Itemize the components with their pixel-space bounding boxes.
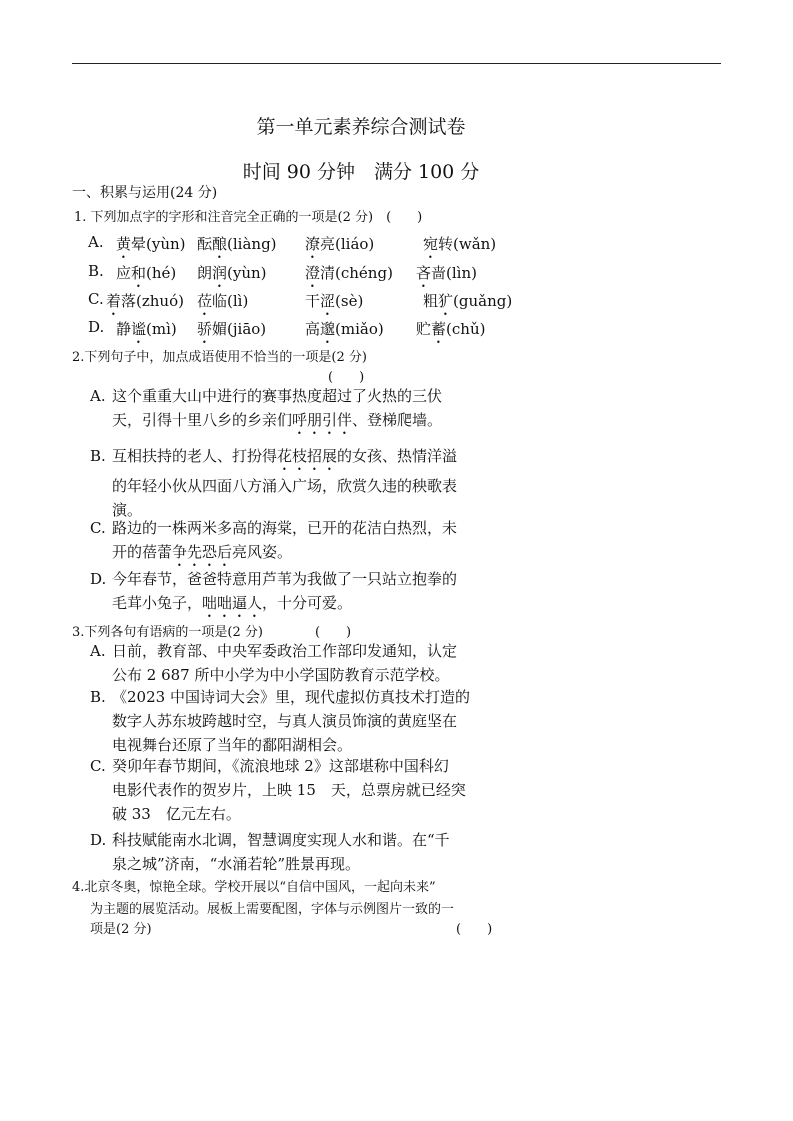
q2-answer-paren: ( )	[328, 370, 365, 385]
q4-stem-line-3: 项是(2 分)	[90, 922, 152, 937]
option-line: 这个重重大山中进行的赛事热度超过了火热的三伏	[112, 387, 443, 405]
option-line: 电视舞台还原了当年的鄱阳湖相会。	[112, 736, 353, 754]
word-item: 莅临(lì)	[197, 292, 249, 310]
q4-stem-line-2: 为主题的展览活动。展板上需要配图，字体与示例图片一致的一	[90, 902, 455, 917]
q2-option-c: C. 路边的一株两米多高的海棠，已开的花洁白热烈，未 开的蓓蕾争先恐后亮风姿。	[112, 516, 507, 570]
q2-option-b: B. 互相扶持的老人、打扮得花枝招展的女孩、热情洋溢 的年轻小伙从四面八方涌入广场，欣赏久违的秧歌表 演。	[112, 444, 507, 522]
option-label: B.	[90, 688, 106, 706]
option-label: D.	[90, 570, 107, 588]
option-label: C.	[90, 519, 106, 537]
option-line: 《2023 中国诗词大会》里，现代虚拟仿真技术打造的	[112, 688, 470, 706]
option-line: 癸卯年春节期间，《流浪地球 2》这部堪称中国科幻	[112, 757, 449, 775]
word-item: 高邈(miǎo)	[305, 320, 384, 338]
q3-option-a	[90, 639, 507, 687]
page-title: 第一单元素养综合测试卷	[256, 116, 466, 138]
option-label: C.	[88, 290, 104, 308]
word-item: 潦亮(liáo)	[305, 235, 375, 253]
word-item: 贮蓄(chǔ)	[416, 320, 486, 338]
q2-option-a: A. 这个重重大山中进行的赛事热度超过了火热的三伏 天，引得十里八乡的乡亲们呼朋引伴、登梯爬墙。	[112, 384, 507, 438]
word-item: 黄晕(yùn)	[116, 235, 186, 253]
section-heading: 一、积累与运用(24 分)	[72, 185, 218, 201]
option-line: 日前，教育部、中央军委政治工作部印发通知，认定	[112, 642, 458, 660]
q1-option-a	[0, 233, 793, 255]
option-label: B.	[90, 447, 106, 465]
q1-option-d	[0, 318, 793, 340]
option-label: D.	[88, 318, 105, 336]
option-label: B.	[88, 262, 104, 280]
option-label: A.	[90, 642, 106, 660]
option-label: A.	[90, 387, 106, 405]
option-line: 电影代表作的贺岁片，上映 15 天，总票房就已经突	[112, 781, 466, 799]
word-item: 朗润(yùn)	[197, 264, 267, 282]
option-line: 数字人苏东坡跨越时空，与真人演员饰演的黄庭坚在	[112, 712, 458, 730]
q2-option-d: D. 今年春节，爸爸特意用芦苇为我做了一只站立抱拳的 毛茸小兔子，咄咄逼人，十分可爱。	[112, 567, 507, 621]
q3-option-c	[90, 754, 507, 826]
option-line: 公布 2 687 所中小学为中小学国防教育示范学校。	[112, 666, 450, 684]
word-item: 酝酿(liàng)	[197, 235, 277, 253]
word-item: 骄媚(jiāo)	[197, 320, 267, 338]
option-label: D.	[90, 831, 107, 849]
q2-stem: 2.下列句子中，加点成语使用不恰当的一项是(2 分)	[72, 350, 367, 365]
word-item: 澄清(chéng)	[305, 264, 393, 282]
q3-stem: 3.下列各句有语病的一项是(2 分) ( )	[72, 625, 352, 640]
word-item: 吝啬(lìn)	[416, 264, 477, 282]
word-item: 粗犷(guǎng)	[423, 292, 513, 310]
word-item: 着落(zhuó)	[106, 292, 184, 310]
option-label: A.	[88, 233, 104, 251]
q1-option-c	[0, 290, 793, 312]
top-rule	[72, 63, 721, 64]
word-item: 干涩(sè)	[305, 292, 364, 310]
word-item: 宛转(wǎn)	[423, 235, 497, 253]
q3-option-b	[90, 685, 507, 757]
page-subtitle: 时间 90 分钟 满分 100 分	[242, 161, 480, 183]
word-item: 应和(hé)	[116, 264, 177, 282]
q1-stem: 1. 下列加点字的字形和注音完全正确的一项是(2 分) ( )	[74, 210, 423, 225]
q4-stem-line-1: 4.北京冬奥，惊艳全球。学校开展以“自信中国风，一起向未来”	[72, 880, 436, 895]
word-item: 静谧(mì)	[116, 320, 177, 338]
option-line: 科技赋能南水北调，智慧调度实现人水和谐。在“千	[112, 831, 450, 849]
q3-option-d	[90, 828, 507, 876]
q4-answer-paren: ( )	[456, 922, 493, 937]
option-label: C.	[90, 757, 106, 775]
option-line: 泉之城”济南，“水涌若轮”胜景再现。	[112, 855, 361, 873]
q1-option-b	[0, 262, 793, 284]
option-line: 破 33 亿元左右。	[112, 805, 241, 823]
